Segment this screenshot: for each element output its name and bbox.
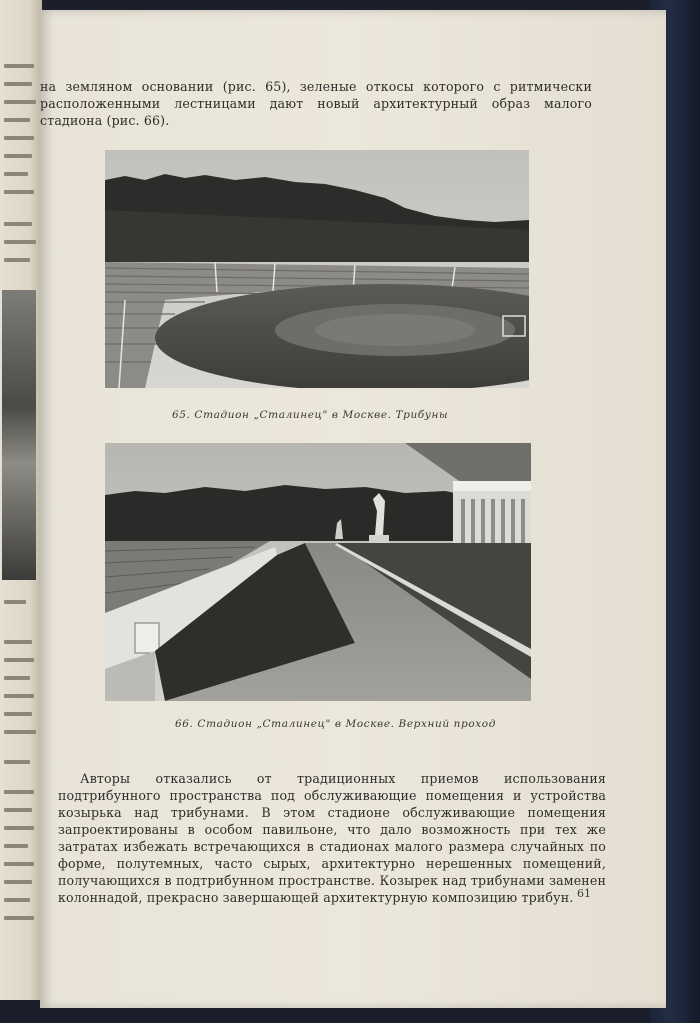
- page-number: 61: [577, 887, 591, 900]
- left-page-photo: [2, 290, 36, 580]
- figure-66-photo: [105, 443, 531, 701]
- figure-65-caption: 65. Стадион „Сталинец" в Москве. Трибуны: [172, 409, 449, 421]
- intro-paragraph: [40, 78, 592, 129]
- body-paragraph: [58, 770, 606, 906]
- book-page: [40, 10, 666, 1008]
- photo-stadium-stands: [105, 150, 529, 388]
- photo-upper-passage: [105, 443, 531, 701]
- left-page-fragment: [0, 0, 42, 1000]
- figure-65-photo: [105, 150, 529, 388]
- figure-66-caption: 66. Стадион „Сталинец" в Москве. Верхний проход: [175, 718, 496, 730]
- intro-text: на земляном основании (рис. 65), зеленые откосы которого с ритмически расположенными лестницами дают новый архитектурный образ малого стадиона (рис. 66).: [40, 79, 592, 128]
- body-text: Авторы отказались от традиционных приемов использования подтрибунного пространства под обслуживающие помещения и устройства козырька над трибунами. В этом стадионе обслуживающие помещения запроектированы в особом павильоне, что дало возможность при тех же затратах избежать встречающихся в стадионах малого размера случайных по форме, полутемных, часто сырых, архитектурно нерешенных помещений, получающихся в подтрибунном пространстве. Козырек над трибунами заменен колоннадой, прекрасно завершающей архитектурную композицию трибун.: [58, 771, 606, 905]
